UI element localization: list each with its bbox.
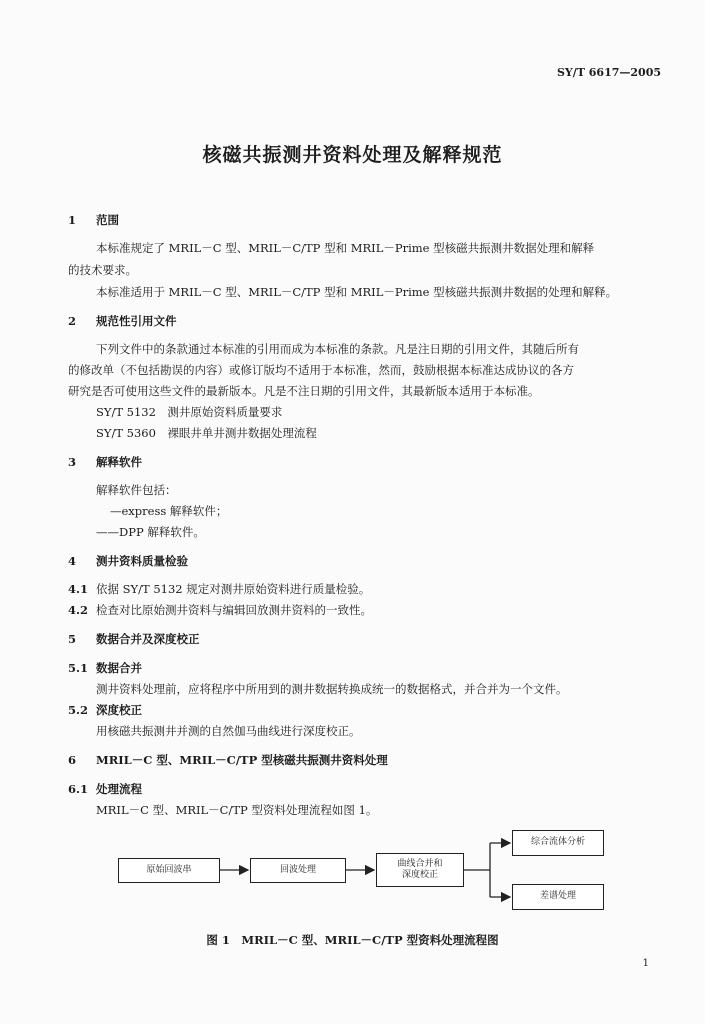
subsection-6-1-paragraph: MRIL－C 型、MRIL－C/TP 型资料处理流程如图 1。 [96,803,378,817]
flow-box-fluid-analysis: 综合流体分析 [512,830,604,856]
section-number: 2 [68,314,77,328]
section-title: MRIL－C 型、MRIL－C/TP 型核磁共振测井资料处理 [96,753,388,767]
subsection-number: 5.2 [68,703,89,717]
section-title: 测井资料质量检验 [96,554,188,568]
page-number: 1 [642,958,649,969]
standard-code: SY/T 6617—2005 [556,66,661,79]
software-item-1: —express 解释软件； [110,504,228,518]
subsection-title: 数据合并 [96,661,142,675]
clause-number: 4.2 [68,603,89,617]
section-title: 规范性引用文件 [96,314,177,328]
section-number: 3 [68,455,77,469]
section-3-paragraph: 解释软件包括： [96,483,177,497]
flow-box-line: 曲线合并和 [397,858,443,869]
flow-box-differential-spectrum: 差谱处理 [512,884,604,910]
subsection-5-1-paragraph: 测井资料处理前，应将程序中所用到的测井数据转换成统一的数据格式，并合并为一个文件。 [96,682,568,696]
clause-text: 检查对比原始测井资料与编辑回放测井资料的一致性。 [96,603,372,617]
subsection-number: 6.1 [68,782,89,796]
section-title: 范围 [96,213,119,227]
section-1-paragraph-1-cont: 的技术要求。 [68,263,137,277]
figure-caption: 图 1 MRIL－C 型、MRIL－C/TP 型资料处理流程图 [206,933,499,947]
clause-text: 依据 SY/T 5132 规定对测井原始资料进行质量检验。 [96,582,371,596]
flow-box-merge-depth [376,853,464,887]
flow-box-echo-processing: 回波处理 [250,858,346,883]
flow-box-raw-echo: 原始回波串 [118,858,220,883]
flow-box-line: 深度校正 [401,870,438,880]
reference-item-1: SY/T 5132 测井原始资料质量要求 [96,405,283,419]
section-1-paragraph-1: 本标准规定了 MRIL－C 型、MRIL－C/TP 型和 MRIL－Prime 型核磁共振测井数据处理和解释 [96,241,595,255]
subsection-title: 处理流程 [96,782,142,796]
section-number: 1 [68,213,77,227]
subsection-5-2-paragraph: 用核磁共振测井并测的自然伽马曲线进行深度校正。 [96,724,361,738]
section-2-paragraph-line-3: 研究是否可使用这些文件的最新版本。凡是不注日期的引用文件，其最新版本适用于本标准。 [68,384,540,398]
section-title: 数据合并及深度校正 [96,632,200,646]
section-number: 4 [68,554,77,568]
reference-item-2: SY/T 5360 裸眼井单井测井数据处理流程 [96,426,317,440]
section-2-paragraph-line-1: 下列文件中的条款通过本标准的引用而成为本标准的条款。凡是注日期的引用文件，其随后所有 [96,342,579,356]
section-number: 6 [68,753,77,767]
clause-number: 4.1 [68,582,89,596]
subsection-title: 深度校正 [96,703,142,717]
section-2-paragraph-line-2: 的修改单（不包括勘误的内容）或修订版均不适用于本标准，然而，鼓励根据本标准达成协议的各方 [68,363,574,377]
section-number: 5 [68,632,77,646]
subsection-number: 5.1 [68,661,89,675]
section-title: 解释软件 [96,455,142,469]
section-1-paragraph-2: 本标准适用于 MRIL－C 型、MRIL－C/TP 型和 MRIL－Prime 型核磁共振测井数据的处理和解释。 [96,285,618,299]
software-item-2: ——DPP 解释软件。 [96,525,205,539]
page-title: 核磁共振测井资料处理及解释规范 [202,144,503,166]
